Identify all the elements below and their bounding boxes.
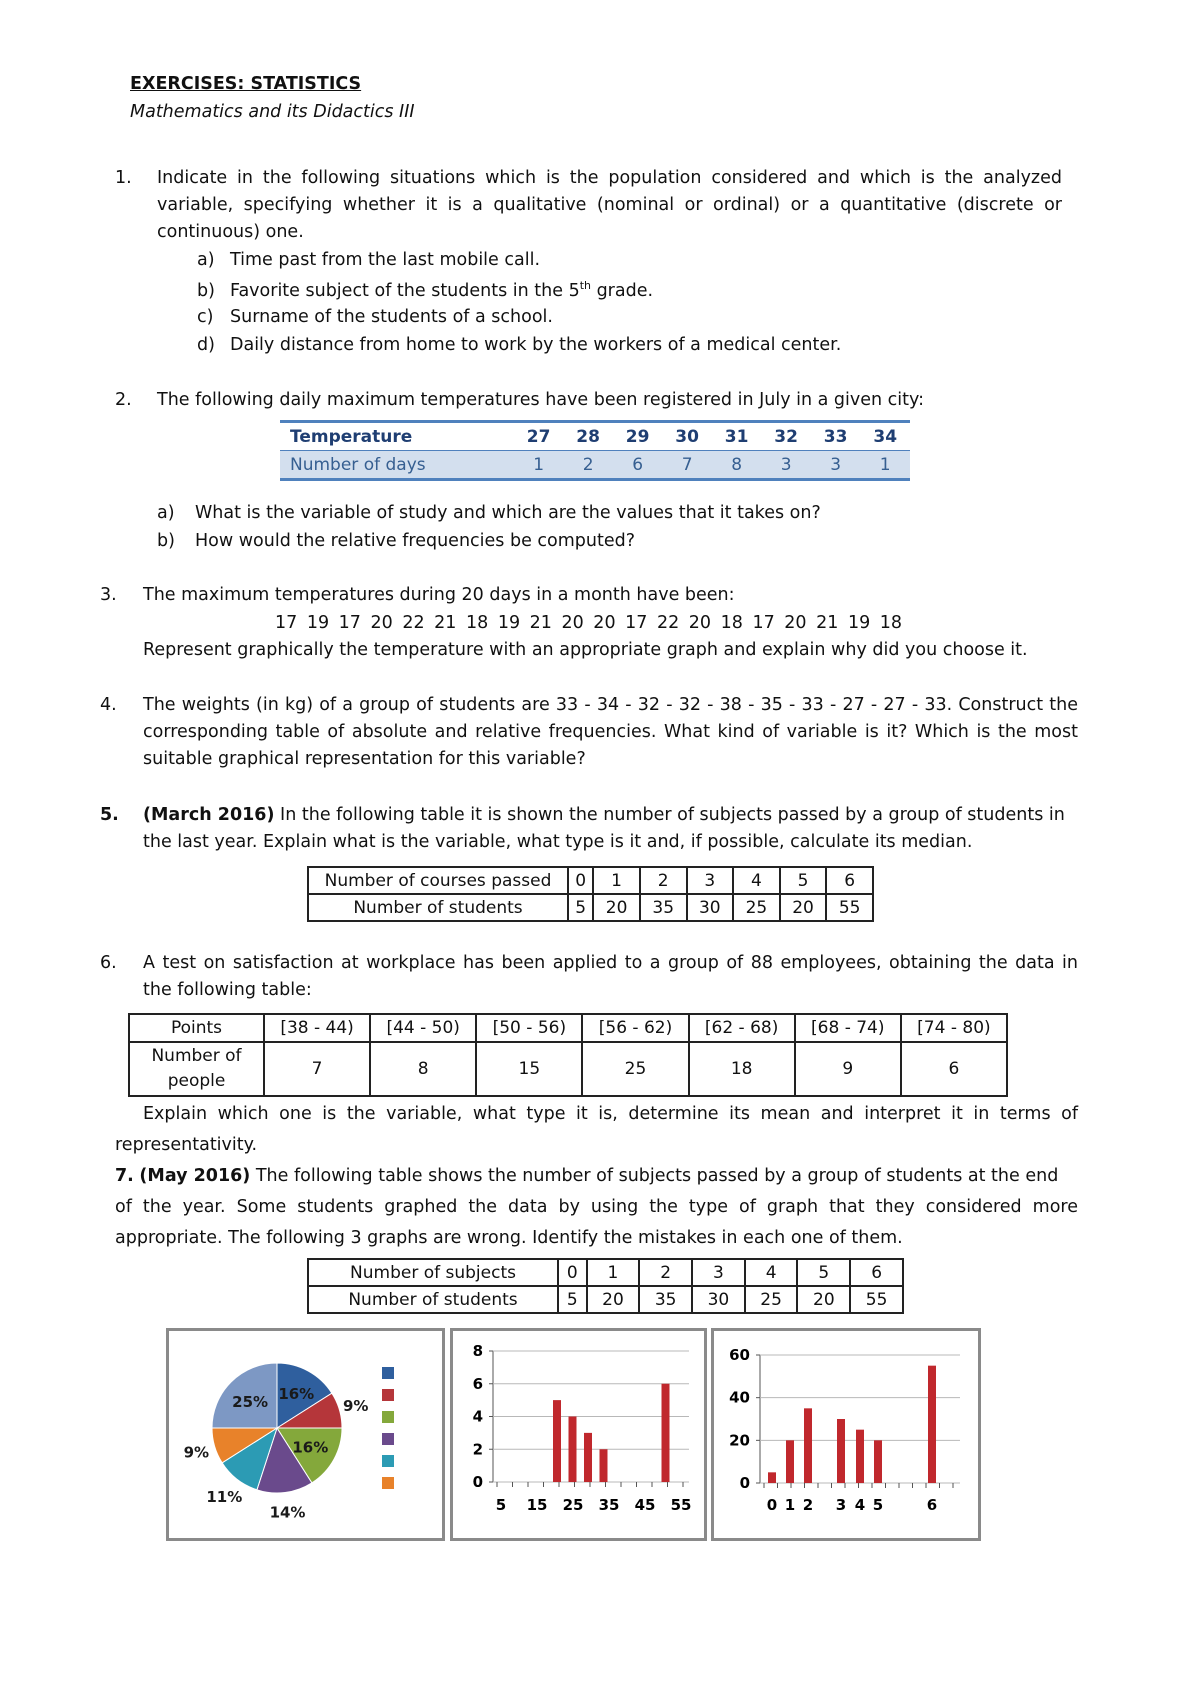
table-cell: 7 bbox=[662, 451, 712, 480]
bar-chart-2-box bbox=[711, 1328, 981, 1541]
table-cell: 1 bbox=[860, 451, 910, 480]
table-row-label: Number of people bbox=[129, 1042, 264, 1096]
exercise-1-item-c: c) Surname of the students of a school. bbox=[197, 307, 553, 327]
bar bbox=[874, 1440, 882, 1483]
temperature-table-header: Temperature bbox=[280, 422, 514, 451]
exercise-5-line-1: (March 2016) In the following table it is shown the number of subjects passed by a group of students in bbox=[143, 805, 1065, 825]
pie-chart-box bbox=[166, 1328, 445, 1541]
x-tick-label: 6 bbox=[926, 1496, 938, 1514]
table-cell: 35 bbox=[639, 1286, 692, 1313]
exercise-2-item-b: b) How would the relative frequencies be computed? bbox=[157, 531, 636, 551]
table-cell: 25 bbox=[745, 1286, 798, 1313]
exercise-4-line-3: suitable graphical representation for this variable? bbox=[143, 749, 586, 769]
pie-slice-label: 16% bbox=[292, 1438, 329, 1457]
table-row-label: Number of students bbox=[308, 1286, 558, 1313]
pie-slice-label: 9% bbox=[343, 1397, 369, 1416]
bar bbox=[804, 1408, 812, 1483]
bar bbox=[584, 1433, 592, 1482]
exercise-3-data: 17 19 17 20 22 21 18 19 21 20 20 17 22 20 18 17 20 21 19 18 bbox=[275, 613, 903, 633]
table-cell: 5 bbox=[568, 894, 593, 921]
exercise-1-line-2: variable, specifying whether it is a qualitative (nominal or ordinal) or a quantitative (discrete or bbox=[157, 195, 1062, 215]
table-cell: [56 - 62) bbox=[582, 1014, 688, 1042]
table-cell: 30 bbox=[692, 1286, 745, 1313]
table-cell: [50 - 56) bbox=[476, 1014, 582, 1042]
table-cell: 1 bbox=[593, 867, 640, 894]
table-cell: 28 bbox=[563, 422, 613, 451]
bar bbox=[662, 1384, 670, 1482]
exercise-2-number: 2. bbox=[115, 390, 132, 410]
exercise-6-after-1: Explain which one is the variable, what type it is, determine its mean and interpret it in terms of bbox=[143, 1104, 1078, 1124]
table-cell: 25 bbox=[733, 894, 780, 921]
y-tick-label: 0 bbox=[472, 1473, 483, 1491]
table-cell: 2 bbox=[563, 451, 613, 480]
y-tick-label: 20 bbox=[729, 1431, 750, 1450]
x-tick-label: 5 bbox=[495, 1496, 507, 1514]
table-cell: 27 bbox=[514, 422, 564, 451]
exercise-7-line-1: 7. (May 2016) The following table shows the number of subjects passed by a group of students at the end bbox=[115, 1166, 1059, 1186]
exercise-6-line-2: the following table: bbox=[143, 980, 312, 1000]
y-tick-label: 6 bbox=[472, 1374, 483, 1393]
legend-swatch bbox=[382, 1477, 394, 1489]
table-cell: [38 - 44) bbox=[264, 1014, 370, 1042]
document-title: EXERCISES: STATISTICS bbox=[130, 74, 362, 94]
table-cell: [74 - 80) bbox=[901, 1014, 1007, 1042]
table-cell: 1 bbox=[514, 451, 564, 480]
bar bbox=[837, 1419, 845, 1483]
bar bbox=[600, 1449, 608, 1482]
exercise-1-number: 1. bbox=[115, 168, 132, 188]
bar bbox=[928, 1366, 936, 1483]
exercise-2-text: The following daily maximum temperatures have been registered in July in a given city: bbox=[157, 390, 925, 410]
table-cell: 4 bbox=[733, 867, 780, 894]
pie-slice-label: 14% bbox=[269, 1503, 306, 1522]
exercise-2-item-a: a) What is the variable of study and which are the values that it takes on? bbox=[157, 503, 821, 523]
exercise-4-line-1: The weights (in kg) of a group of students are 33 - 34 - 32 - 32 - 38 - 35 - 33 - 27 - 27 - 33. Construct the bbox=[143, 695, 1078, 715]
x-tick-label: 45 bbox=[634, 1496, 656, 1514]
table-cell: 32 bbox=[761, 422, 811, 451]
exercise-6-after-2: representativity. bbox=[115, 1135, 258, 1155]
exercise-4-line-2: corresponding table of absolute and relative frequencies. What kind of variable is it? Which is the most bbox=[143, 722, 1078, 742]
legend-swatch bbox=[382, 1411, 394, 1423]
x-tick-label: 55 bbox=[670, 1496, 692, 1514]
table-cell: 3 bbox=[811, 451, 861, 480]
pie-slice-label: 25% bbox=[232, 1393, 269, 1412]
table-cell: 0 bbox=[558, 1259, 587, 1286]
exercise-7-line-3: appropriate. The following 3 graphs are wrong. Identify the mistakes in each one of them. bbox=[115, 1228, 903, 1248]
y-tick-label: 4 bbox=[472, 1407, 483, 1426]
document-subtitle: Mathematics and its Didactics III bbox=[130, 102, 415, 122]
table-cell: 8 bbox=[712, 451, 762, 480]
table-cell: 6 bbox=[901, 1042, 1007, 1096]
x-tick-label: 0 bbox=[766, 1496, 778, 1514]
exercise-3-text-2: Represent graphically the temperature with an appropriate graph and explain why did you choose it. bbox=[143, 640, 1028, 660]
table-cell: 20 bbox=[593, 894, 640, 921]
table-cell: 2 bbox=[639, 1259, 692, 1286]
exercise-1-item-a: a) Time past from the last mobile call. bbox=[197, 250, 541, 270]
exercise-3-text: The maximum temperatures during 20 days in a month have been: bbox=[143, 585, 735, 605]
bar bbox=[786, 1440, 794, 1483]
table-cell: 3 bbox=[692, 1259, 745, 1286]
table-cell: 8 bbox=[370, 1042, 476, 1096]
pie-chart bbox=[169, 1331, 442, 1538]
x-tick-label: 25 bbox=[562, 1496, 584, 1514]
table-header: Number of subjects bbox=[308, 1259, 558, 1286]
y-tick-label: 0 bbox=[739, 1474, 750, 1492]
exercise-1-item-d: d) Daily distance from home to work by the workers of a medical center. bbox=[197, 335, 842, 355]
bar bbox=[553, 1400, 561, 1482]
y-tick-label: 2 bbox=[472, 1440, 483, 1459]
table-cell: 31 bbox=[712, 422, 762, 451]
subjects-table bbox=[307, 1258, 904, 1314]
exercise-4-number: 4. bbox=[100, 695, 117, 715]
table-cell: 30 bbox=[662, 422, 712, 451]
x-tick-label: 2 bbox=[802, 1496, 814, 1514]
legend-swatch bbox=[382, 1389, 394, 1401]
table-cell: 35 bbox=[640, 894, 687, 921]
table-cell: 20 bbox=[587, 1286, 640, 1313]
exercise-6-number: 6. bbox=[100, 953, 117, 973]
exercise-6-line-1: A test on satisfaction at workplace has been applied to a group of 88 employees, obtaining the data in bbox=[143, 953, 1078, 973]
table-cell: 7 bbox=[264, 1042, 370, 1096]
satisfaction-table bbox=[128, 1013, 1008, 1097]
table-cell: [62 - 68) bbox=[689, 1014, 795, 1042]
table-cell: 5 bbox=[780, 867, 827, 894]
table-cell: 29 bbox=[613, 422, 663, 451]
table-cell: 34 bbox=[860, 422, 910, 451]
table-header: Number of courses passed bbox=[308, 867, 568, 894]
x-tick-label: 15 bbox=[526, 1496, 548, 1514]
exercise-1-line-3: continuous) one. bbox=[157, 222, 304, 242]
legend-swatch bbox=[382, 1433, 394, 1445]
bar-chart-2 bbox=[714, 1331, 978, 1538]
table-cell: 6 bbox=[850, 1259, 903, 1286]
table-cell: [68 - 74) bbox=[795, 1014, 901, 1042]
table-cell: 55 bbox=[826, 894, 873, 921]
table-cell: 2 bbox=[640, 867, 687, 894]
temperature-table bbox=[280, 420, 910, 481]
table-cell: 25 bbox=[582, 1042, 688, 1096]
bar-chart-1 bbox=[453, 1331, 704, 1538]
x-tick-label: 35 bbox=[598, 1496, 620, 1514]
courses-passed-table bbox=[307, 866, 874, 922]
table-cell: 5 bbox=[797, 1259, 850, 1286]
table-header: Points bbox=[129, 1014, 264, 1042]
table-cell: 6 bbox=[826, 867, 873, 894]
table-cell: 5 bbox=[558, 1286, 587, 1313]
bar bbox=[768, 1472, 776, 1483]
x-tick-label: 5 bbox=[872, 1496, 884, 1514]
table-cell: 18 bbox=[689, 1042, 795, 1096]
x-tick-label: 1 bbox=[784, 1496, 796, 1514]
y-tick-label: 8 bbox=[472, 1342, 483, 1360]
pie-slice-label: 16% bbox=[278, 1384, 315, 1403]
legend-swatch bbox=[382, 1455, 394, 1467]
table-cell: 55 bbox=[850, 1286, 903, 1313]
x-tick-label: 4 bbox=[854, 1496, 866, 1514]
table-cell: 4 bbox=[745, 1259, 798, 1286]
bar bbox=[569, 1417, 577, 1483]
bar-chart-1-box bbox=[450, 1328, 707, 1541]
pie-slice-label: 9% bbox=[183, 1443, 210, 1462]
exercise-5-number: 5. bbox=[100, 805, 119, 825]
bar bbox=[856, 1430, 864, 1483]
table-cell: 20 bbox=[797, 1286, 850, 1313]
exercise-5-line-2: the last year. Explain what is the variable, what type is it and, if possible, calculate its median. bbox=[143, 832, 973, 852]
exercise-1-line-1: Indicate in the following situations which is the population considered and which is the analyzed bbox=[157, 168, 1062, 188]
exercise-3-number: 3. bbox=[100, 585, 117, 605]
table-cell: 0 bbox=[568, 867, 593, 894]
table-cell: 20 bbox=[780, 894, 827, 921]
x-tick-label: 3 bbox=[835, 1496, 847, 1514]
temperature-table-row-label: Number of days bbox=[280, 451, 514, 480]
exercise-1-item-b: b) Favorite subject of the students in the 5th grade. bbox=[197, 279, 654, 301]
table-cell: 9 bbox=[795, 1042, 901, 1096]
table-cell: 15 bbox=[476, 1042, 582, 1096]
table-cell: 6 bbox=[613, 451, 663, 480]
table-cell: 3 bbox=[761, 451, 811, 480]
table-cell: 30 bbox=[687, 894, 734, 921]
table-cell: [44 - 50) bbox=[370, 1014, 476, 1042]
exercise-7-line-2: of the year. Some students graphed the data by using the type of graph that they considered more bbox=[115, 1197, 1078, 1217]
y-tick-label: 60 bbox=[729, 1346, 750, 1364]
table-row-label: Number of students bbox=[308, 894, 568, 921]
table-cell: 3 bbox=[687, 867, 734, 894]
table-cell: 33 bbox=[811, 422, 861, 451]
table-cell: 1 bbox=[587, 1259, 640, 1286]
legend-swatch bbox=[382, 1367, 394, 1379]
y-tick-label: 40 bbox=[729, 1388, 750, 1407]
pie-slice-label: 11% bbox=[206, 1487, 243, 1506]
